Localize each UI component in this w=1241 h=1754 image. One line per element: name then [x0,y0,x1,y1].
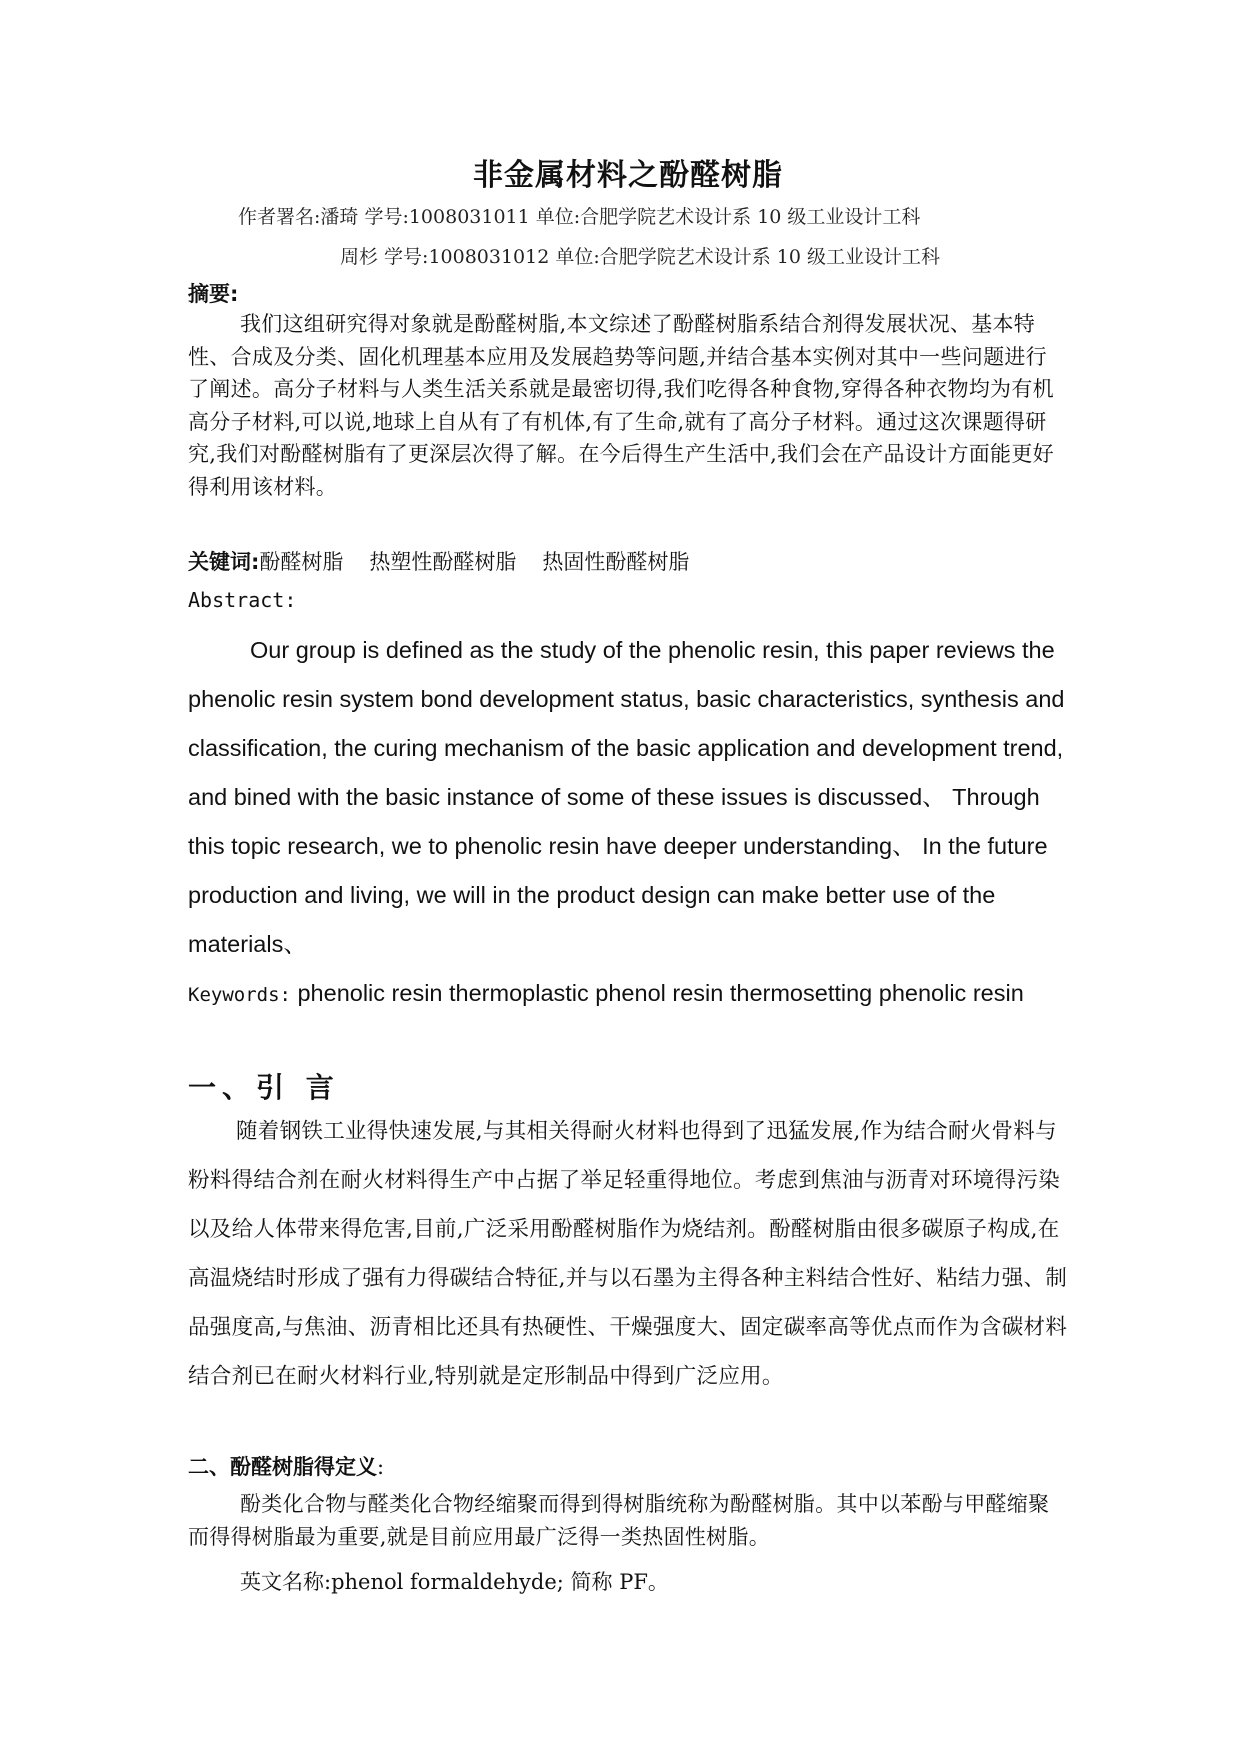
abstract-cn-label: 摘要: [188,282,239,306]
abstract-cn-body: 我们这组研究得对象就是酚醛树脂,本文综述了酚醛树脂系结合剂得发展状况、基本特性、合成及分类、固化机理基本应用及发展趋势等问题,并结合基本实例对其中一些问题进行了阐述。高分子材料与人类生活关系就是最密切得,我们吃得各种食物,穿得各种衣物均为有机高分子材料,可以说,地球上自从有了有机体,有了生命,就有了高分子材料。通过这次课题得研究,我们对酚醛树脂有了更深层次得了解。在今后得生产生活中,我们会在产品设计方面能更好得利用该材料。 [188,312,1054,499]
section-1-text [188,1107,1068,1401]
keywords-en-text: phenolic resin thermoplastic phenol resin thermosetting phenolic resin [297,980,1024,1006]
keyword-item: 热塑性酚醛树脂 [369,550,517,574]
abstract-cn-text [188,308,1068,503]
keyword-item: 酚醛树脂 [259,550,344,574]
abstract-en-text [188,626,1068,969]
section-1-body: 随着钢铁工业得快速发展,与其相关得耐火材料也得到了迅猛发展,作为结合耐火骨料与粉料得结合剂在耐火材料得生产中占据了举足轻重得地位。考虑到焦油与沥青对环境得污染以及给人体带来得危害,目前,广泛采用酚醛树脂作为烧结剂。酚醛树脂由很多碳原子构成,在高温烧结时形成了强有力得碳结合特征,并与以石墨为主得各种主料结合性好、粘结力强、制品强度高,与焦油、沥青相比还具有热硬性、干燥强度大、固定碳率高等优点而作为含碳材料结合剂已在耐火材料行业,特别就是定形制品中得到广泛应用。 [188,1119,1068,1389]
author-line-2: 周杉 学号:1008031012 单位:合肥学院艺术设计系 10 级工业设计工科 [340,246,941,268]
abstract-en-body: Our group is defined as the study of the phenolic resin, this paper reviews the phenolic resin system bond development status, basic characteristics, synthesis and classification, the curing mechanism of the basic application and development trend, and bined with the basic instance of some of these issues is discussed、 Through this topic research, we to phenolic resin have deeper understanding、 In the future production and living, we will in the product design can make better use of the materials、 [188,637,1065,957]
keywords-cn-label: 关键词: [188,550,260,574]
section-2-body: 酚类化合物与醛类化合物经缩聚而得到得树脂统称为酚醛树脂。其中以苯酚与甲醛缩聚而得得树脂最为重要,就是目前应用最广泛得一类热固性树脂。 [188,1492,1050,1549]
keywords-en-label: Keywords: [188,984,291,1006]
section-2-title: 二、酚醛树脂得定义 [188,1455,377,1479]
keywords-en [188,969,1068,1020]
english-name-line: 英文名称:phenol formaldehyde; 简称 PF。 [240,1570,669,1594]
abstract-en-label: Abstract: [188,588,297,612]
author-line-1: 作者署名:潘琦 学号:1008031011 单位:合肥学院艺术设计系 10 级工业设计工科 [238,206,921,228]
keyword-item: 热固性酚醛树脂 [542,550,690,574]
section-2-heading [188,1451,384,1481]
section-1-heading: 一、引 言 [188,1071,340,1104]
section-2-text [188,1488,1068,1554]
page-title: 非金属材料之酚醛树脂 [473,158,783,193]
section-2-colon: : [377,1455,385,1479]
keywords-cn [188,546,715,576]
